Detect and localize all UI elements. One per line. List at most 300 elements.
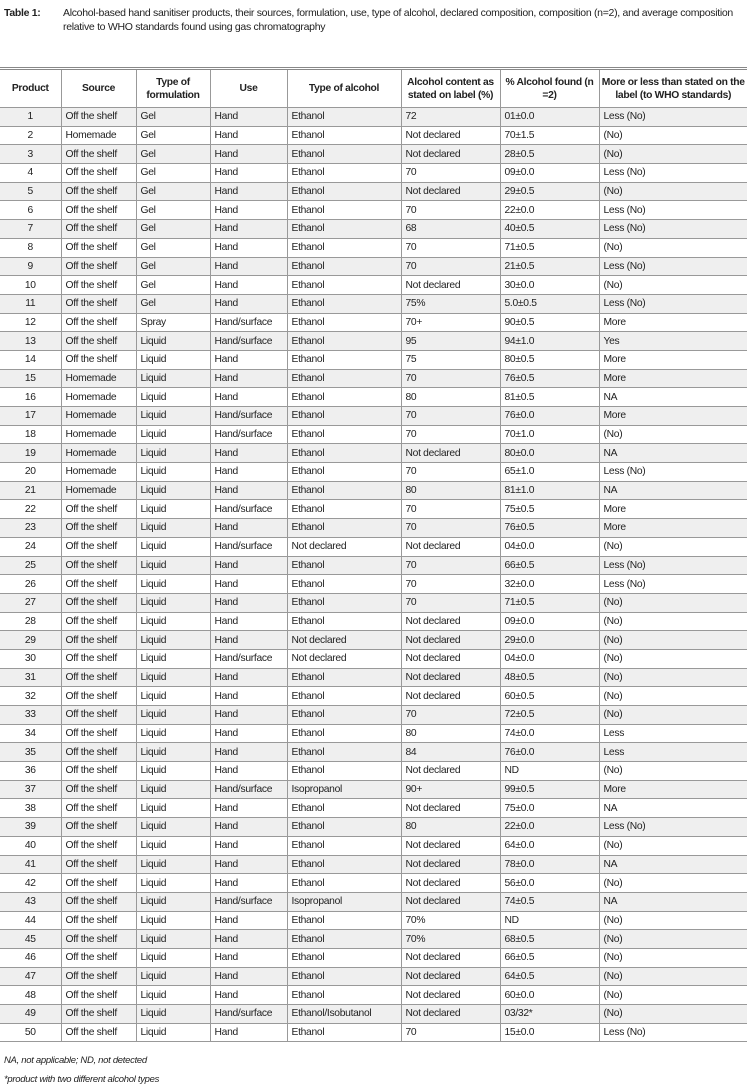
table-cell: 28: [0, 612, 61, 631]
table-cell: Liquid: [136, 967, 210, 986]
table-cell: Gel: [136, 126, 210, 145]
table-cell: Hand: [210, 668, 287, 687]
table-cell: (No): [599, 126, 747, 145]
table-cell: 70: [401, 1023, 500, 1042]
table-cell: 15±0.0: [500, 1023, 599, 1042]
table-cell: Not declared: [401, 986, 500, 1005]
table-cell: Hand: [210, 388, 287, 407]
table-cell: Ethanol: [287, 911, 401, 930]
table-cell: Less (No): [599, 164, 747, 183]
table-cell: 70±1.0: [500, 425, 599, 444]
table-cell: Ethanol: [287, 313, 401, 332]
table-cell: 64±0.0: [500, 836, 599, 855]
table-row: [0, 350, 747, 369]
table-row: [0, 556, 747, 575]
table-cell: Less (No): [599, 220, 747, 239]
table-cell: 1: [0, 108, 61, 127]
table-cell: 3: [0, 145, 61, 164]
table-cell: 35: [0, 743, 61, 762]
table-cell: 40: [0, 836, 61, 855]
table-cell: Off the shelf: [61, 220, 136, 239]
table-cell: (No): [599, 948, 747, 967]
table-cell: 6: [0, 201, 61, 220]
table-cell: Off the shelf: [61, 257, 136, 276]
table-cell: 30±0.0: [500, 276, 599, 295]
table-cell: Liquid: [136, 780, 210, 799]
table-cell: Less: [599, 724, 747, 743]
table-cell: Off the shelf: [61, 276, 136, 295]
table-cell: Ethanol: [287, 182, 401, 201]
table-cell: Hand: [210, 575, 287, 594]
table-cell: Less (No): [599, 257, 747, 276]
table-cell: Hand/surface: [210, 780, 287, 799]
table-cell: Not declared: [287, 631, 401, 650]
table-cell: ND: [500, 911, 599, 930]
table-cell: Ethanol: [287, 762, 401, 781]
table-cell: 41: [0, 855, 61, 874]
table-cell: Off the shelf: [61, 332, 136, 351]
table-cell: Hand: [210, 1023, 287, 1042]
table-cell: 21: [0, 481, 61, 500]
table-cell: NA: [599, 799, 747, 818]
table-cell: 66±0.5: [500, 948, 599, 967]
table-cell: NA: [599, 444, 747, 463]
table-cell: Gel: [136, 257, 210, 276]
table-cell: 70: [401, 593, 500, 612]
caption-label: Table 1:: [4, 7, 41, 19]
table-cell: 74±0.5: [500, 892, 599, 911]
table-cell: Liquid: [136, 425, 210, 444]
table-cell: Liquid: [136, 986, 210, 1005]
table-cell: Ethanol: [287, 687, 401, 706]
table-cell: Not declared: [401, 799, 500, 818]
table-cell: Yes: [599, 332, 747, 351]
table-cell: Homemade: [61, 463, 136, 482]
column-header: More or less than stated on the label (to WHO standards): [599, 69, 747, 108]
table-cell: Hand: [210, 706, 287, 725]
table-row: [0, 537, 747, 556]
table-row: [0, 481, 747, 500]
table-cell: 32±0.0: [500, 575, 599, 594]
table-cell: 28±0.5: [500, 145, 599, 164]
table-cell: More: [599, 407, 747, 426]
table-cell: Liquid: [136, 463, 210, 482]
table-cell: Ethanol: [287, 425, 401, 444]
table-cell: 71±0.5: [500, 238, 599, 257]
table-cell: ND: [500, 762, 599, 781]
table-row: [0, 780, 747, 799]
table-cell: Liquid: [136, 743, 210, 762]
table-cell: 33: [0, 706, 61, 725]
table-cell: Less (No): [599, 575, 747, 594]
table-cell: Ethanol: [287, 108, 401, 127]
table-cell: Not declared: [401, 687, 500, 706]
table-cell: (No): [599, 930, 747, 949]
table-cell: 26: [0, 575, 61, 594]
column-header: Source: [61, 69, 136, 108]
table-cell: 68: [401, 220, 500, 239]
table-cell: Ethanol: [287, 575, 401, 594]
table-cell: Ethanol: [287, 519, 401, 538]
table-cell: 78±0.0: [500, 855, 599, 874]
table-cell: 39: [0, 818, 61, 837]
table-cell: Off the shelf: [61, 108, 136, 127]
table-cell: (No): [599, 1005, 747, 1024]
table-cell: Liquid: [136, 575, 210, 594]
table-cell: Ethanol: [287, 145, 401, 164]
table-cell: 80±0.0: [500, 444, 599, 463]
table-cell: 5.0±0.5: [500, 294, 599, 313]
table-cell: More: [599, 369, 747, 388]
table-cell: 72±0.5: [500, 706, 599, 725]
table-cell: 99±0.5: [500, 780, 599, 799]
table-cell: Not declared: [401, 836, 500, 855]
table-cell: Spray: [136, 313, 210, 332]
table-cell: Off the shelf: [61, 350, 136, 369]
column-header: Type of formulation: [136, 69, 210, 108]
table-row: [0, 724, 747, 743]
header-row: [0, 69, 747, 108]
table-cell: 8: [0, 238, 61, 257]
column-header: Alcohol content as stated on label (%): [401, 69, 500, 108]
table-cell: 90±0.5: [500, 313, 599, 332]
table-cell: 70: [401, 425, 500, 444]
column-header: Type of alcohol: [287, 69, 401, 108]
table-cell: Not declared: [287, 537, 401, 556]
table-cell: Off the shelf: [61, 593, 136, 612]
table-cell: 43: [0, 892, 61, 911]
table-cell: Hand: [210, 463, 287, 482]
table-cell: Liquid: [136, 631, 210, 650]
table-cell: Hand: [210, 444, 287, 463]
table-cell: 60±0.0: [500, 986, 599, 1005]
table-cell: Hand: [210, 762, 287, 781]
table-cell: Ethanol: [287, 930, 401, 949]
table-cell: Off the shelf: [61, 780, 136, 799]
table-cell: Ethanol: [287, 220, 401, 239]
table-row: [0, 145, 747, 164]
table-cell: Hand: [210, 519, 287, 538]
table-cell: Liquid: [136, 500, 210, 519]
table-cell: Liquid: [136, 444, 210, 463]
table-cell: Less: [599, 743, 747, 762]
table-cell: 56±0.0: [500, 874, 599, 893]
table-cell: Liquid: [136, 556, 210, 575]
table-cell: Off the shelf: [61, 855, 136, 874]
table-cell: Liquid: [136, 874, 210, 893]
table-row: [0, 201, 747, 220]
table-cell: Liquid: [136, 612, 210, 631]
table-row: [0, 930, 747, 949]
table-cell: 25: [0, 556, 61, 575]
table-cell: 14: [0, 350, 61, 369]
table-row: [0, 836, 747, 855]
table-cell: Liquid: [136, 799, 210, 818]
table-cell: Ethanol: [287, 463, 401, 482]
table-cell: 70: [401, 369, 500, 388]
table-cell: Not declared: [401, 444, 500, 463]
table-cell: (No): [599, 836, 747, 855]
footnote-abbreviations: NA, not applicable; ND, not detected: [4, 1055, 147, 1066]
table-row: [0, 593, 747, 612]
table-cell: Liquid: [136, 537, 210, 556]
table-cell: 44: [0, 911, 61, 930]
table-cell: Hand: [210, 350, 287, 369]
table-row: [0, 313, 747, 332]
table-cell: (No): [599, 593, 747, 612]
table-cell: Ethanol: [287, 481, 401, 500]
table-cell: Gel: [136, 145, 210, 164]
table-cell: Ethanol: [287, 500, 401, 519]
table-cell: 70: [401, 201, 500, 220]
table-cell: (No): [599, 986, 747, 1005]
table-cell: 81±1.0: [500, 481, 599, 500]
sanitiser-table: [0, 67, 747, 1042]
table-cell: Homemade: [61, 126, 136, 145]
table-cell: Off the shelf: [61, 948, 136, 967]
table-cell: (No): [599, 668, 747, 687]
table-cell: Off the shelf: [61, 818, 136, 837]
table-cell: Liquid: [136, 668, 210, 687]
table-row: [0, 649, 747, 668]
table-cell: NA: [599, 481, 747, 500]
table-cell: 70: [401, 556, 500, 575]
table-cell: Hand: [210, 836, 287, 855]
table-cell: Liquid: [136, 1023, 210, 1042]
table-cell: Off the shelf: [61, 500, 136, 519]
table-row: [0, 444, 747, 463]
table-cell: Hand: [210, 220, 287, 239]
table-cell: Not declared: [401, 855, 500, 874]
table-cell: Liquid: [136, 836, 210, 855]
table-cell: Ethanol: [287, 350, 401, 369]
table-cell: Gel: [136, 238, 210, 257]
table-cell: Hand: [210, 556, 287, 575]
table-cell: 70±1.5: [500, 126, 599, 145]
table-cell: Gel: [136, 294, 210, 313]
table-cell: 70: [401, 575, 500, 594]
table-cell: Not declared: [401, 537, 500, 556]
table-cell: Liquid: [136, 892, 210, 911]
table-cell: 68±0.5: [500, 930, 599, 949]
table-cell: 70: [401, 164, 500, 183]
table-cell: NA: [599, 892, 747, 911]
table-cell: Ethanol/Isobutanol: [287, 1005, 401, 1024]
table-cell: Hand: [210, 967, 287, 986]
table-cell: 2: [0, 126, 61, 145]
table-row: [0, 238, 747, 257]
table-cell: 75: [401, 350, 500, 369]
table-cell: Gel: [136, 108, 210, 127]
table-cell: 9: [0, 257, 61, 276]
table-row: [0, 799, 747, 818]
table-cell: Less (No): [599, 463, 747, 482]
table-cell: Gel: [136, 164, 210, 183]
table-cell: 16: [0, 388, 61, 407]
table-cell: 19: [0, 444, 61, 463]
table-cell: 47: [0, 967, 61, 986]
table-cell: 12: [0, 313, 61, 332]
table-cell: 70: [401, 238, 500, 257]
table-cell: Hand: [210, 799, 287, 818]
table-cell: (No): [599, 967, 747, 986]
table-cell: 81±0.5: [500, 388, 599, 407]
table-cell: Liquid: [136, 762, 210, 781]
table-cell: Hand: [210, 631, 287, 650]
table-cell: Hand: [210, 164, 287, 183]
table-row: [0, 182, 747, 201]
table-cell: 7: [0, 220, 61, 239]
table-cell: 42: [0, 874, 61, 893]
table-cell: Hand: [210, 108, 287, 127]
table-cell: Hand/surface: [210, 407, 287, 426]
table-row: [0, 668, 747, 687]
table-cell: 84: [401, 743, 500, 762]
table-cell: Isopropanol: [287, 780, 401, 799]
table-cell: 76±0.5: [500, 369, 599, 388]
table-cell: Hand/surface: [210, 537, 287, 556]
table-cell: 36: [0, 762, 61, 781]
table-cell: Off the shelf: [61, 612, 136, 631]
table-cell: 09±0.0: [500, 612, 599, 631]
column-header: Product: [0, 69, 61, 108]
table-cell: Hand/surface: [210, 313, 287, 332]
table-cell: Liquid: [136, 818, 210, 837]
table-row: [0, 294, 747, 313]
table-cell: Not declared: [401, 126, 500, 145]
table-cell: Ethanol: [287, 743, 401, 762]
table-cell: 21±0.5: [500, 257, 599, 276]
table-cell: Isopropanol: [287, 892, 401, 911]
table-cell: Ethanol: [287, 556, 401, 575]
table-cell: Off the shelf: [61, 238, 136, 257]
table-cell: Homemade: [61, 425, 136, 444]
table-cell: 64±0.5: [500, 967, 599, 986]
table-cell: Ethanol: [287, 126, 401, 145]
table-cell: 70: [401, 706, 500, 725]
table-cell: Off the shelf: [61, 313, 136, 332]
table-cell: 03/32*: [500, 1005, 599, 1024]
table-cell: 75±0.5: [500, 500, 599, 519]
table-cell: Hand: [210, 182, 287, 201]
table-cell: Ethanol: [287, 986, 401, 1005]
table-cell: Liquid: [136, 706, 210, 725]
table-cell: (No): [599, 537, 747, 556]
table-cell: Off the shelf: [61, 1023, 136, 1042]
table-cell: 48±0.5: [500, 668, 599, 687]
table-row: [0, 967, 747, 986]
table-cell: 17: [0, 407, 61, 426]
table-cell: (No): [599, 631, 747, 650]
table-cell: (No): [599, 706, 747, 725]
table-cell: Hand: [210, 874, 287, 893]
table-cell: Off the shelf: [61, 164, 136, 183]
table-cell: 22: [0, 500, 61, 519]
table-cell: 22±0.0: [500, 201, 599, 220]
table-cell: Off the shelf: [61, 986, 136, 1005]
table-cell: (No): [599, 911, 747, 930]
table-cell: Less (No): [599, 108, 747, 127]
table-cell: Off the shelf: [61, 967, 136, 986]
table-cell: 04±0.0: [500, 537, 599, 556]
table-cell: Hand: [210, 818, 287, 837]
table-cell: 70: [401, 463, 500, 482]
table-cell: Hand: [210, 743, 287, 762]
table-cell: Homemade: [61, 444, 136, 463]
table-cell: (No): [599, 425, 747, 444]
table-row: [0, 575, 747, 594]
table-cell: Off the shelf: [61, 519, 136, 538]
table-cell: Not declared: [401, 631, 500, 650]
table-cell: 5: [0, 182, 61, 201]
table-cell: 70%: [401, 911, 500, 930]
table-row: [0, 126, 747, 145]
table-cell: 22±0.0: [500, 818, 599, 837]
table-row: [0, 762, 747, 781]
table-cell: (No): [599, 649, 747, 668]
table-cell: Off the shelf: [61, 145, 136, 164]
table-row: [0, 220, 747, 239]
table-cell: Not declared: [401, 874, 500, 893]
table-cell: Liquid: [136, 388, 210, 407]
table-cell: Ethanol: [287, 967, 401, 986]
table-cell: Off the shelf: [61, 575, 136, 594]
table-cell: 90+: [401, 780, 500, 799]
table-cell: Less (No): [599, 818, 747, 837]
table-cell: 24: [0, 537, 61, 556]
table-cell: Hand/surface: [210, 332, 287, 351]
table-row: [0, 500, 747, 519]
table-cell: Liquid: [136, 1005, 210, 1024]
table-cell: Off the shelf: [61, 556, 136, 575]
table-row: [0, 948, 747, 967]
table-cell: 70: [401, 500, 500, 519]
table-cell: 40±0.5: [500, 220, 599, 239]
table-cell: 31: [0, 668, 61, 687]
table-row: [0, 1023, 747, 1042]
table-cell: Ethanol: [287, 238, 401, 257]
table-cell: Not declared: [401, 612, 500, 631]
table-cell: Not declared: [287, 649, 401, 668]
table-row: [0, 425, 747, 444]
table-cell: Ethanol: [287, 1023, 401, 1042]
table-cell: 20: [0, 463, 61, 482]
table-cell: 23: [0, 519, 61, 538]
table-cell: 70: [401, 519, 500, 538]
table-caption: [4, 6, 744, 34]
table-row: [0, 257, 747, 276]
table-cell: Hand: [210, 145, 287, 164]
table-cell: 38: [0, 799, 61, 818]
table-cell: 70: [401, 407, 500, 426]
table-cell: Ethanol: [287, 948, 401, 967]
table-cell: NA: [599, 855, 747, 874]
table-cell: Less (No): [599, 1023, 747, 1042]
table-cell: 01±0.0: [500, 108, 599, 127]
table-cell: 66±0.5: [500, 556, 599, 575]
table-cell: Liquid: [136, 593, 210, 612]
table-cell: Liquid: [136, 350, 210, 369]
table-cell: More: [599, 780, 747, 799]
table-cell: 80: [401, 481, 500, 500]
table-cell: Liquid: [136, 948, 210, 967]
table-row: [0, 108, 747, 127]
table-row: [0, 892, 747, 911]
table-cell: Ethanol: [287, 724, 401, 743]
table-cell: Off the shelf: [61, 631, 136, 650]
table-cell: Hand/surface: [210, 1005, 287, 1024]
table-cell: Liquid: [136, 332, 210, 351]
